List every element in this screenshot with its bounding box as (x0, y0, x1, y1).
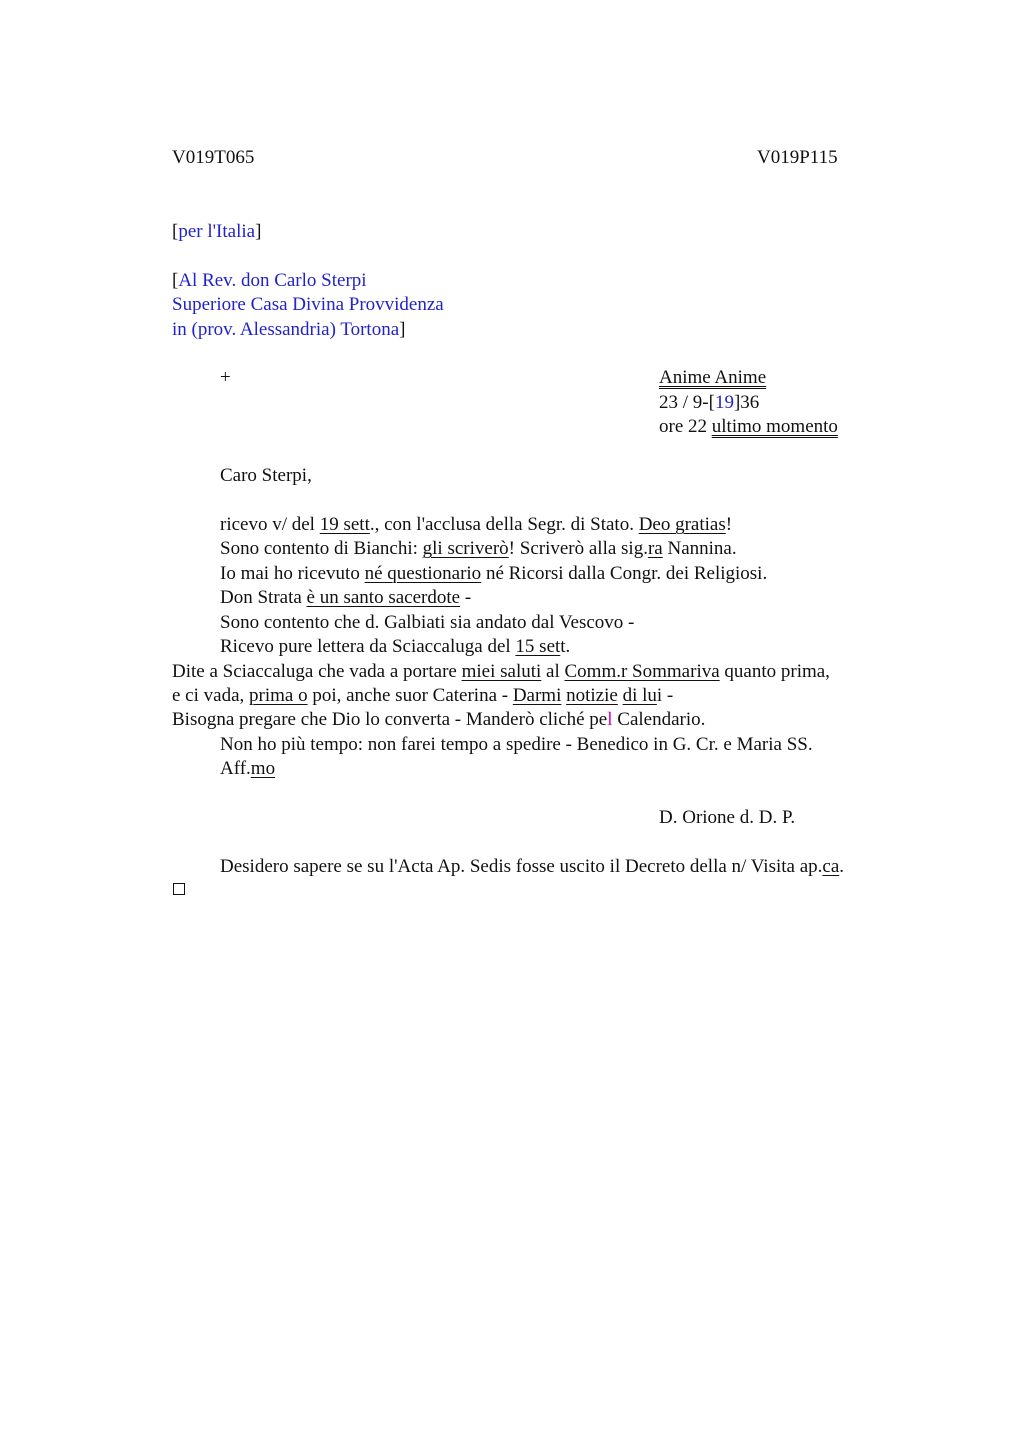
text-run: al (541, 661, 565, 682)
recipient-city: in (prov. Alessandria) Tortona (172, 319, 400, 340)
body-line-6 (220, 635, 570, 659)
bracket: ] (399, 319, 406, 340)
corrected-letter: l (607, 709, 613, 730)
text-run: Desidero sapere se su l'Acta Ap. Sedis fosse uscito il Decreto della n/ Visita ap. (220, 856, 823, 877)
body-line-8 (172, 684, 673, 708)
address-line-2: Superiore Casa Divina Provvidenza (172, 294, 444, 315)
text-run: Nannina. (662, 538, 737, 559)
body-line-7 (172, 660, 830, 684)
body-line-9 (172, 708, 705, 732)
date-year-editorial: 19 (714, 392, 734, 413)
bracket: [ (172, 270, 179, 291)
text-run: Aff. (220, 758, 251, 779)
time-emphasis: ultimo momento (711, 416, 838, 437)
body-line-3 (220, 562, 767, 586)
text-run: né Ricorsi dalla Congr. dei Religiosi. (481, 563, 768, 584)
text-run: Don Strata (220, 587, 307, 608)
underlined-run: Comm.r Sommariva (564, 661, 720, 682)
underlined-run: 15 set (515, 636, 561, 657)
text-run: Sono contento di Bianchi: (220, 538, 423, 559)
underlined-run: prima o (249, 685, 308, 706)
text-run: i - (656, 685, 674, 706)
text-run: Dite a Sciaccaluga che vada a portare (172, 661, 462, 682)
text-run: ! Scriverò alla sig. (508, 538, 648, 559)
address-line-1 (172, 269, 367, 293)
square-outline-icon (173, 883, 185, 895)
signature: D. Orione d. D. P. (659, 807, 796, 828)
cross-symbol: + (220, 367, 231, 388)
salutation: Caro Sterpi, (220, 465, 312, 486)
underlined-run: gli scriverò (422, 538, 509, 559)
time-text: ore 22 (659, 416, 712, 437)
closing (220, 757, 275, 781)
body-line-5: Sono contento che d. Galbiati sia andato dal Vescovo - (220, 612, 635, 633)
body-line-4 (220, 586, 471, 610)
text-run: poi, anche suor Caterina - (307, 685, 513, 706)
body-line-10: Non ho più tempo: non farei tempo a spedire - Benedico in G. Cr. e Maria SS. (220, 734, 813, 755)
underlined-run: miei saluti (461, 661, 542, 682)
text-run: ! (725, 514, 733, 535)
text-run: e ci vada, (172, 685, 250, 706)
text-run: quanto prima, (719, 661, 830, 682)
motto: Anime Anime (659, 367, 767, 388)
text-run: ricevo v/ del (220, 514, 320, 535)
text-run: Io mai ho ricevuto (220, 563, 365, 584)
date-day-month: 23 / 9-[ (659, 392, 715, 413)
underlined-run: ra (647, 538, 663, 559)
text-run: Calendario. (612, 709, 706, 730)
underlined-run: mo (250, 758, 276, 779)
underlined-run: ca (822, 856, 840, 877)
date-line (659, 391, 759, 415)
text-run: ., con l'acclusa della Segr. di Stato. (369, 514, 639, 535)
underlined-run: è un santo sacerdote (306, 587, 461, 608)
body-line-2 (220, 537, 737, 561)
text-run: . (839, 856, 845, 877)
bracket: [ (172, 221, 179, 242)
text-run: t. (560, 636, 571, 657)
date-year-end: ]36 (733, 392, 760, 413)
text-run: Ricevo pure lettera da Sciaccaluga del (220, 636, 516, 657)
bracket: ] (255, 221, 262, 242)
text-run: - (460, 587, 472, 608)
underlined-run: Deo gratias (638, 514, 726, 535)
underlined-run: né questionario (364, 563, 482, 584)
underlined-run: 19 sett (319, 514, 370, 535)
time-line (659, 415, 838, 439)
address-line-3 (172, 318, 405, 342)
postscript (220, 855, 844, 879)
address-country (172, 220, 261, 244)
document-code-left: V019T065 (172, 147, 255, 168)
underlined-run: notizie (566, 685, 618, 706)
body-line-1 (220, 513, 732, 537)
recipient-name: Al Rev. don Carlo Sterpi (178, 270, 367, 291)
underlined-run: Darmi (512, 685, 562, 706)
text-run: Bisogna pregare che Dio lo converta - Manderò cliché pe (172, 709, 608, 730)
underlined-run: di lu (622, 685, 657, 706)
country-text: per l'Italia (178, 221, 256, 242)
document-code-right: V019P115 (757, 147, 838, 168)
